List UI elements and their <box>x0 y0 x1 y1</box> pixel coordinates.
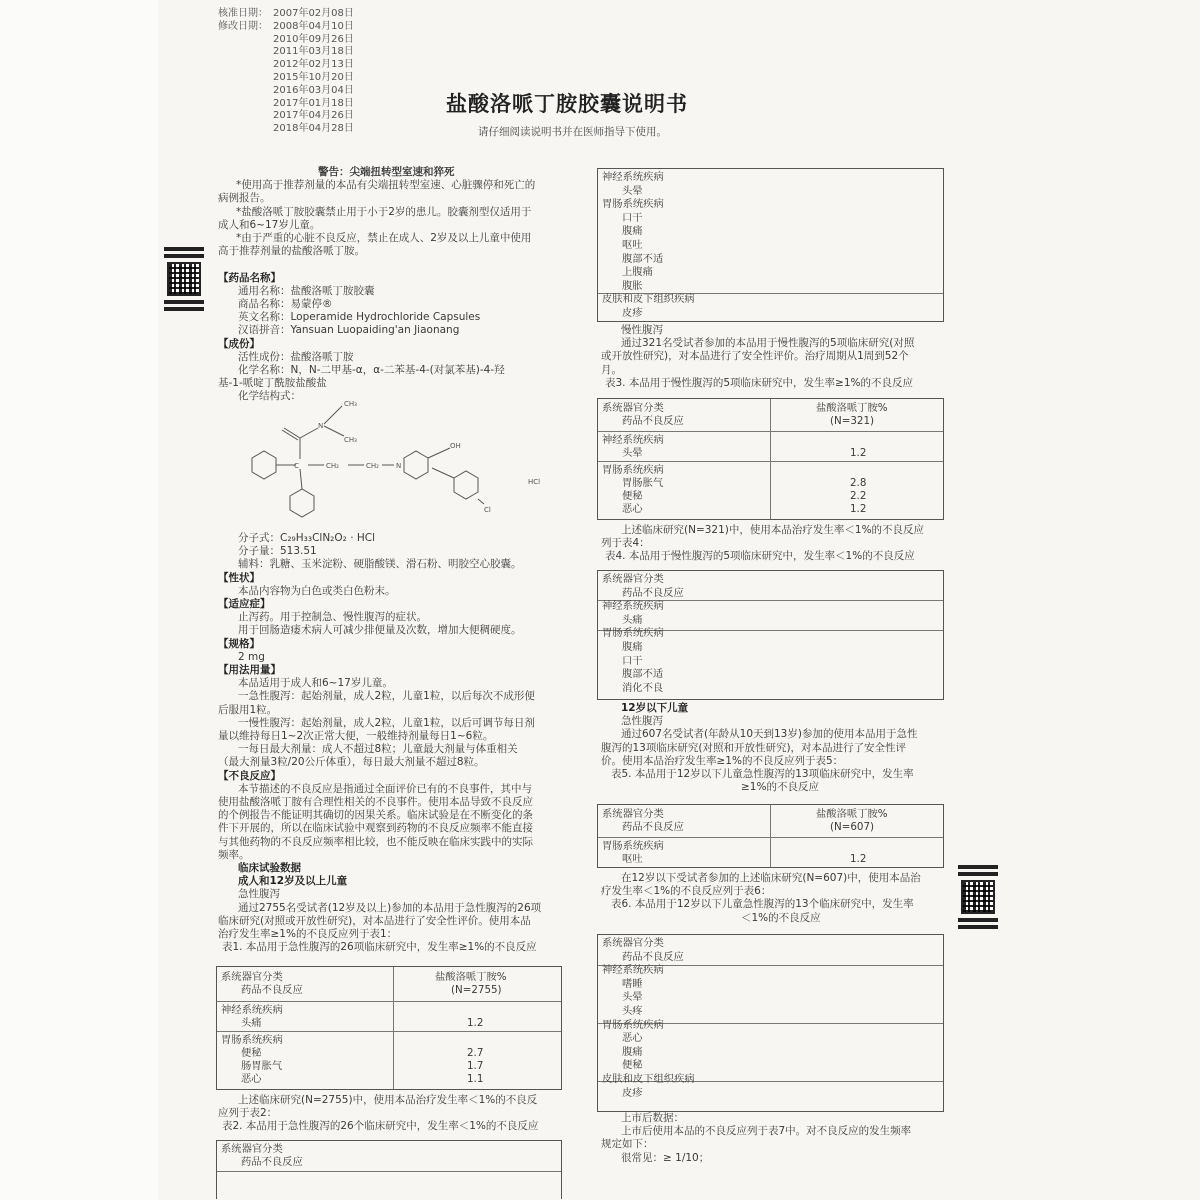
left-line: 化学结构式： <box>238 390 301 403</box>
revision-date-row <box>218 21 354 34</box>
revision-date-value: 2017年04月26日 <box>273 110 354 122</box>
left-line: *使用高于推荐剂量的本品有尖端扭转型室速、心脏骤停和死亡的 <box>236 179 536 192</box>
left-line: 警告：尖端扭转型室速和猝死 <box>318 166 455 178</box>
revision-date-row <box>218 98 354 111</box>
mol-ch2-label: CH₂ <box>326 462 339 470</box>
table6-row: 胃肠系统疾病 <box>602 1018 664 1031</box>
left2-line: 一每日最大剂量：成人不超过8粒；儿童最大剂量与体重相关 <box>238 743 518 756</box>
left2-line: 一急性腹泻：起始剂量，成人2粒，儿童1粒，以后每次不成形便 <box>238 690 535 703</box>
table3-adr-1: 头晕 <box>622 447 643 459</box>
table3r-row: 呕吐 <box>622 239 643 251</box>
table1-adr-1: 头痛 <box>241 1017 262 1029</box>
table6-row: 嗜睡 <box>622 977 643 990</box>
left2-line: 【用法用量】 <box>218 664 281 677</box>
right5-line: 规定如下： <box>601 1138 654 1151</box>
table6-row: 便秘 <box>622 1059 643 1072</box>
left-line: 化学名称：N，N-二甲基-α，α-二苯基-4-(对氯苯基)-4-羟 <box>238 364 505 377</box>
table6-row: 皮肤和皮下组织疾病 <box>602 1073 695 1085</box>
revision-date-row <box>218 85 354 98</box>
table3-val-2: 2.8 <box>850 477 867 489</box>
right-column-postmarketing <box>601 1112 911 1165</box>
table3-val-1: 1.2 <box>850 447 867 459</box>
left-line: *由于严重的心脏不良反应，禁止在成人、2岁及以上儿童中使用 <box>236 232 532 245</box>
chlorophenyl-ring <box>454 471 478 499</box>
revision-date-label <box>218 123 273 136</box>
table3-soc-2: 胃肠系统疾病 <box>602 464 664 476</box>
left2-line: 后服用1粒。 <box>218 703 278 716</box>
right5-line: 很常见：≥ 1/10； <box>621 1151 710 1164</box>
table4-row: 腹痛 <box>622 641 643 653</box>
table3-header-drug: 盐酸洛哌丁胺% <box>816 402 888 414</box>
table-2 <box>216 1140 562 1199</box>
left-line: 【成份】 <box>218 337 260 350</box>
left-margin <box>0 0 158 1200</box>
right3-line: 12岁以下儿童 <box>621 702 689 714</box>
table1-adr-2: 便秘 <box>241 1047 262 1059</box>
left2-line: 辅料：乳糖、玉米淀粉、硬脂酸镁、滑石粉、明胶空心胶囊。 <box>238 558 522 571</box>
table3-header-n: (N=321) <box>830 415 875 427</box>
left2-line: 急性腹泻 <box>238 888 280 901</box>
left-column-top <box>218 166 535 404</box>
right3-line: 表5. 本品用于12岁以下儿童急性腹泻的13项临床研究中，发生率 <box>611 768 914 781</box>
table4-row: 腹部不适 <box>622 668 664 681</box>
left-line <box>218 258 535 271</box>
left2-line: 【适应症】 <box>218 598 271 611</box>
table4-row: 胃肠系统疾病 <box>602 627 664 640</box>
revision-date-value: 2016年03月04日 <box>273 84 354 96</box>
left2-line: 治疗发生率≥1%的不良反应列于表1： <box>218 928 398 941</box>
table4-row: 消化不良 <box>622 681 664 694</box>
phenyl-ring-left <box>252 451 276 479</box>
table-6 <box>597 934 944 1112</box>
left2-line: 止泻药。用于控制急、慢性腹泻的症状。 <box>238 611 427 624</box>
document-title: 盐酸洛哌丁胺胶囊说明书 <box>446 92 688 116</box>
table-3 <box>597 398 944 520</box>
document-subtitle: 请仔细阅读说明书并在医师指导下使用。 <box>478 126 667 138</box>
table6-row: 药品不良反应 <box>622 950 684 963</box>
table3r-row: 头晕 <box>622 184 643 197</box>
left-line: 病例报告。 <box>218 192 271 205</box>
revision-date-label <box>218 59 273 72</box>
left2-line: 量以维持每日1~2次正常大便，一般维持剂量每日1~6粒。 <box>218 730 494 743</box>
right2-line: 表4. 本品用于慢性腹泻的5项临床研究中，发生率＜1%的不良反应 <box>605 550 915 563</box>
table6-row: 头疼 <box>622 1005 643 1017</box>
right4-line: 表6. 本品用于12岁以下儿童急性腹泻的13个临床研究中，发生率 <box>611 898 914 911</box>
table5-header-n: (N=607) <box>830 821 875 833</box>
right5-line: 上市后数据： <box>621 1112 684 1124</box>
revision-date-label <box>218 72 273 85</box>
right4-line: ＜1%的不良反应 <box>741 911 821 924</box>
table6-row: 恶心 <box>622 1032 643 1045</box>
table6-row: 系统器官分类 <box>602 937 664 949</box>
right3-line: 急性腹泻 <box>621 715 663 728</box>
table3-soc-1: 神经系统疾病 <box>602 434 664 446</box>
left2-line: 【规格】 <box>218 637 260 650</box>
left-line: 活性成份：盐酸洛哌丁胺 <box>238 350 354 363</box>
table3-adr-2: 胃肠胀气 <box>622 477 664 489</box>
table3r-row: 皮疹 <box>622 307 643 319</box>
mol-ch2-label-2: CH₂ <box>366 462 379 470</box>
table-5 <box>597 804 944 868</box>
left2-line: 成人和12岁及以上儿童 <box>238 875 348 888</box>
left2-line: （最大剂量3粒/20公斤体重），每日最大剂量不超过8粒。 <box>218 756 485 769</box>
table3-adr-3: 便秘 <box>622 490 643 502</box>
table5-soc-1: 胃肠系统疾病 <box>602 840 664 852</box>
left-line: 商品名称：易蒙停® <box>238 298 333 311</box>
mol-n-ring-label: N <box>396 462 402 470</box>
revision-date-label <box>218 46 273 59</box>
mol-cl-label: Cl <box>484 506 491 514</box>
left2-line: 的个例报告不能证明其确切的因果关系。临床试验是在不断变化的条 <box>218 809 533 822</box>
phenyl-ring-bottom <box>290 489 314 517</box>
left2-line: 表1. 本品用于急性腹泻的26项临床研究中，发生率≥1%的不良反应 <box>222 941 537 954</box>
table3r-row: 上腹痛 <box>622 266 653 279</box>
table1-val-1: 1.2 <box>467 1017 484 1029</box>
table1-soc-1: 神经系统疾病 <box>221 1004 283 1016</box>
table3r-row: 神经系统疾病 <box>602 171 664 183</box>
right-column-table6-intro <box>601 872 921 925</box>
right3-line: 价。使用本品治疗发生率≥1%的不良反应列于表5： <box>601 754 844 767</box>
table-1 <box>216 966 562 1090</box>
table3-val-4: 1.2 <box>850 503 867 515</box>
left-line: 【药品名称】 <box>218 271 281 284</box>
table5-val-1: 1.2 <box>850 853 867 865</box>
table3r-row: 皮肤和皮下组织疾病 <box>602 293 695 306</box>
left2-line: 一慢性腹泻：起始剂量，成人2粒，儿童1粒，以后可调节每日剂 <box>238 716 535 729</box>
table3-adr-4: 恶心 <box>622 503 643 515</box>
left2-line: 用于回肠造瘘术病人可减少排便量及次数，增加大便稠硬度。 <box>238 624 522 637</box>
table4-row: 系统器官分类 <box>602 573 664 585</box>
left2-line: 与其他药物的不良反应频率相比较，也不能反映在临床实践中的实际 <box>218 835 533 848</box>
table3-val-3: 2.2 <box>850 490 867 502</box>
left2-line: 分子式：C₂₉H₃₃ClN₂O₂ · HCl <box>238 532 376 544</box>
table-2-continued <box>597 168 944 322</box>
revision-date-row <box>218 8 354 21</box>
left2-line: 频率。 <box>218 848 250 861</box>
table1-soc-2: 胃肠系统疾病 <box>221 1034 283 1046</box>
right4-line: 在12岁以下受试者参加的上述临床研究(N=607)中，使用本品治 <box>621 872 921 884</box>
qr-code-icon <box>167 262 201 296</box>
table4-row: 神经系统疾病 <box>602 600 664 613</box>
right1-line: 表3. 本品用于慢性腹泻的5项临床研究中，发生率≥1%的不良反应 <box>605 376 913 389</box>
side-barcode-left <box>164 244 204 314</box>
revision-date-value: 2017年01月18日 <box>273 97 354 109</box>
mol-n-label: N <box>318 422 324 430</box>
table1-header-soc: 系统器官分类 <box>221 971 283 983</box>
table1-adr-4: 恶心 <box>241 1073 262 1085</box>
revision-date-label <box>218 85 273 98</box>
right1-line: 月。 <box>601 363 622 376</box>
left2-line: 通过2755名受试者(12岁及以上)参加的本品用于急性腹泻的26项 <box>238 901 542 914</box>
left2-line: 临床试验数据 <box>238 862 301 875</box>
revision-date-label <box>218 110 273 123</box>
qr-code-icon <box>961 880 995 914</box>
table3r-row: 口干 <box>622 211 643 224</box>
right4-line: 疗发生率＜1%的不良反应列于表6： <box>601 885 772 898</box>
left-line: 通用名称：盐酸洛哌丁胺胶囊 <box>238 284 375 297</box>
right2-line: 上述临床研究(N=321)中，使用本品治疗发生率＜1%的不良反应 <box>621 524 925 536</box>
right3-line: ≥1%的不良反应 <box>741 781 819 794</box>
left3-line: 应列于表2： <box>218 1107 278 1120</box>
right3-line: 腹泻的13项临床研究(对照和开放性研究)，对本品进行了安全性评 <box>601 741 907 754</box>
table5-adr-1: 呕吐 <box>622 853 643 865</box>
chemical-structure-diagram <box>232 396 562 531</box>
revision-date-value: 2011年03月18日 <box>273 46 354 58</box>
revision-date-value: 2010年09月26日 <box>273 33 354 45</box>
table5-header-soc: 系统器官分类 <box>602 808 664 820</box>
left-column-bottom <box>218 1094 538 1134</box>
left2-line: 临床研究(对照或开放性研究)，对本品进行了安全性评价。使用本品 <box>218 914 531 927</box>
table6-row: 头晕 <box>622 991 643 1004</box>
table2-header-adr: 药品不良反应 <box>241 1156 303 1168</box>
left2-line: 本品内容物为白色或类白色粉末。 <box>238 584 396 597</box>
left2-line: 使用盐酸洛哌丁胺有合理性相关的不良事件。使用本品导致不良反应 <box>218 796 533 809</box>
right-column-chronic <box>601 324 914 390</box>
revision-date-value: 2007年02月08日 <box>273 8 354 19</box>
right5-line: 上市后使用本品的不良反应列于表7中。对不良反应的发生频率 <box>621 1125 912 1138</box>
table4-row: 药品不良反应 <box>622 586 684 599</box>
table1-val-2: 2.7 <box>467 1047 484 1059</box>
left-line: 基-1-哌啶丁酰胺盐酸盐 <box>218 377 327 390</box>
left2-line: 【性状】 <box>218 571 260 584</box>
right-column-table4-intro <box>601 524 924 564</box>
revision-date-value: 2012年02月13日 <box>273 59 354 71</box>
right1-line: 通过321名受试者参加的本品用于慢性腹泻的5项临床研究(对照 <box>621 337 915 350</box>
right1-line: 或开放性研究)，对本品进行了安全性评价。治疗周期从1周到52个 <box>601 350 909 363</box>
table3r-row: 腹胀 <box>622 279 643 292</box>
revision-dates <box>218 8 354 136</box>
left2-line: 件下开展的，所以在临床试验中观察到药物的不良反应频率不能直接 <box>218 822 533 835</box>
revision-date-row <box>218 72 354 85</box>
table1-header-adr: 药品不良反应 <box>241 984 303 996</box>
table3-header-adr: 药品不良反应 <box>622 415 684 427</box>
table6-row: 皮疹 <box>622 1086 643 1099</box>
table4-row: 口干 <box>622 654 643 667</box>
revision-date-label: 核准日期： <box>218 8 268 19</box>
revision-date-value: 2018年04月28日 <box>273 123 354 135</box>
table1-val-4: 1.1 <box>467 1073 484 1085</box>
left2-line: 【不良反应】 <box>218 769 281 782</box>
left-line: 汉语拼音：Yansuan Luopaiding'an Jiaonang <box>238 324 460 337</box>
table-4 <box>597 570 944 700</box>
revision-date-row <box>218 34 354 47</box>
table3r-row: 腹痛 <box>622 225 643 238</box>
revision-date-row <box>218 59 354 72</box>
table6-row: 神经系统疾病 <box>602 964 664 977</box>
mol-oh-label: OH <box>450 442 461 450</box>
table4-row: 头痛 <box>622 613 643 626</box>
right1-line: 慢性腹泻 <box>621 324 663 336</box>
revision-date-value: 2015年10月20日 <box>273 71 354 83</box>
left2-line: 本节描述的不良反应是指通过全面评价已有的不良事件，其中与 <box>238 782 532 795</box>
table1-val-3: 1.7 <box>467 1060 484 1072</box>
revision-date-label <box>218 98 273 111</box>
left3-line: 表2. 本品用于急性腹泻的26个临床研究中，发生率＜1%的不良反应 <box>222 1120 539 1133</box>
right2-line: 列于表4： <box>601 537 650 550</box>
left2-line: 分子量：513.51 <box>238 545 317 558</box>
right-column-pediatric <box>601 702 917 794</box>
table3r-row: 腹部不适 <box>622 252 664 265</box>
revision-date-row <box>218 123 354 136</box>
revision-date-label: 修改日期： <box>218 20 268 32</box>
table1-header-n: (N=2755) <box>451 984 502 996</box>
left-line: 成人和6~17岁儿童。 <box>218 218 321 231</box>
table2-header-soc: 系统器官分类 <box>221 1143 283 1155</box>
table3r-row: 胃肠系统疾病 <box>602 198 664 211</box>
revision-date-value: 2008年04月10日 <box>273 20 354 32</box>
mol-ch3-label-2: CH₃ <box>344 436 357 444</box>
table1-header-drug: 盐酸洛哌丁胺% <box>435 971 507 983</box>
side-barcode-right <box>958 862 998 932</box>
mol-ch3-label: CH₃ <box>344 400 357 408</box>
table1-adr-3: 肠胃胀气 <box>241 1060 283 1072</box>
table5-header-drug: 盐酸洛哌丁胺% <box>816 808 888 820</box>
left-column-middle <box>218 532 541 955</box>
left2-line: 2 mg <box>238 650 265 663</box>
revision-date-label <box>218 34 273 47</box>
left-line: 高于推荐剂量的盐酸洛哌丁胺。 <box>218 245 365 258</box>
table3-header-soc: 系统器官分类 <box>602 402 664 414</box>
mol-hcl-label: HCl <box>528 478 541 486</box>
table5-header-adr: 药品不良反应 <box>622 821 684 833</box>
right3-line: 通过607名受试者(年龄从10天到13岁)参加的使用本品用于急性 <box>621 728 918 741</box>
mol-c-label: C <box>294 462 299 470</box>
table6-row: 腹痛 <box>622 1045 643 1058</box>
left-line: 英文名称：Loperamide Hydrochloride Capsules <box>238 311 481 324</box>
left3-line: 上述临床研究(N=2755)中，使用本品治疗发生率＜1%的不良反 <box>238 1094 538 1106</box>
piperidine-ring <box>404 451 428 479</box>
left2-line: 本品适用于成人和6~17岁儿童。 <box>238 677 393 690</box>
revision-date-row <box>218 46 354 59</box>
revision-date-row <box>218 110 354 123</box>
left-line: *盐酸洛哌丁胺胶囊禁止用于小于2岁的患儿。胶囊剂型仅适用于 <box>236 205 532 218</box>
